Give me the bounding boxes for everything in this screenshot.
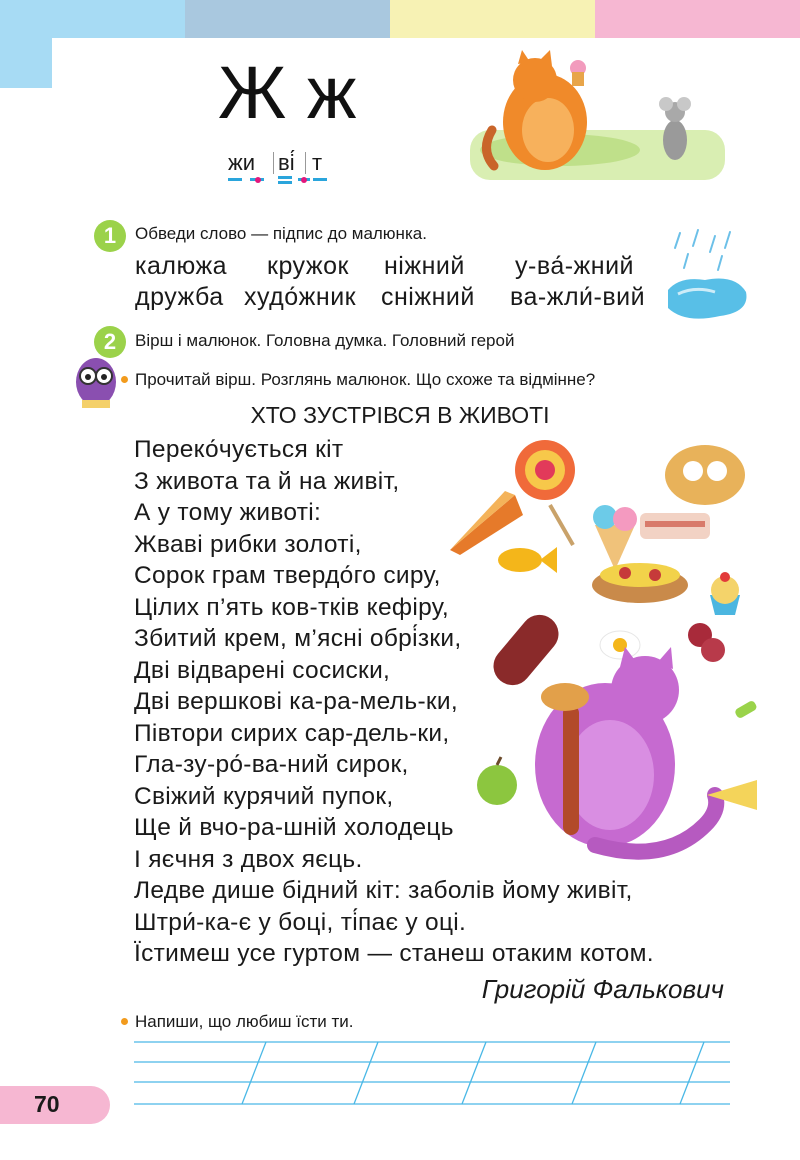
top-bar-yellow — [390, 0, 595, 38]
puddle-illustration — [660, 228, 752, 328]
word-nizhnyi: ніжний — [384, 252, 465, 280]
cookies-icon — [541, 683, 589, 711]
poem-line: Переко́чується кіт — [134, 436, 344, 463]
letter-heading: Ж ж — [218, 51, 357, 134]
word-druzhba: дружба — [135, 283, 224, 311]
salami-slices-icon — [688, 623, 725, 662]
cupcake-icon — [710, 572, 740, 615]
sandwich-icon — [592, 563, 688, 603]
poem-line: Свіжий курячий пупок, — [134, 782, 394, 810]
task1-instruction: Обведи слово — підпис до малюнка. — [135, 224, 427, 243]
poem-line: Збитий крем, м’ясні обрі́зки, — [134, 625, 462, 652]
syllable-2: ві́ — [278, 150, 295, 175]
poem-line: Штри́-ка-є у боці, ті́пає у оці. — [134, 908, 467, 936]
poem-line: З живота та й на живіт, — [134, 467, 400, 495]
poem-title: ХТО ЗУСТРІВСЯ В ЖИВОТІ — [250, 402, 550, 428]
poem-line: А у тому животі: — [134, 499, 322, 526]
food-cat-illustration — [445, 435, 765, 870]
writing-lines[interactable] — [134, 1036, 730, 1108]
sound-line — [228, 178, 242, 181]
poem-line: Ледве дише бідний кіт: заболів йому живіт, — [134, 877, 633, 904]
word-kruzhok: кружок — [267, 252, 349, 280]
task2-prompt: Прочитай вірш. Розглянь малюнок. Що схоже та відмінне? — [135, 370, 596, 389]
poem-line: Їстимеш усе гуртом — станеш отаким котом. — [134, 940, 654, 967]
vowel-dot — [301, 177, 307, 183]
purple-cat-icon — [535, 647, 716, 852]
sausage-icon — [486, 607, 567, 693]
poem-line: І яєчня з двох яєць. — [134, 845, 363, 873]
word-kaliuzha: калюжа — [135, 252, 228, 280]
word-snizhnyi: сніжний — [381, 283, 475, 311]
top-bar-pink — [595, 0, 800, 38]
top-bar-steel — [185, 0, 390, 38]
ice-cream-icon — [593, 505, 637, 570]
syllable-divider — [273, 152, 274, 174]
syllable-1: жи — [228, 150, 256, 175]
poem-line: Сорок грам твердо́го сиру, — [134, 562, 441, 589]
task2-instruction: Вірш і малюнок. Головна думка. Головний герой — [135, 331, 515, 350]
word-khudozhnyk: худо́жник — [244, 283, 357, 311]
poem-line: Дві вершкові ка-ра-мель-ки, — [134, 688, 459, 715]
page-number: 70 — [34, 1091, 60, 1117]
bacon-icon — [640, 513, 710, 539]
bullet-dot — [121, 376, 128, 383]
sound-line — [278, 176, 292, 179]
sound-line — [278, 181, 292, 184]
poem-line: Півтори сирих сар-дель-ки, — [134, 719, 450, 747]
corner-tab — [0, 0, 52, 88]
task-number-badge: 1 — [94, 220, 126, 252]
apple-icon — [477, 757, 517, 805]
sound-line — [313, 178, 327, 181]
task3-prompt: Напиши, що любиш їсти ти. — [135, 1012, 354, 1031]
syllable-3: т — [312, 150, 323, 175]
eggs-icon — [600, 631, 640, 659]
word-vazhlyvyi: ва-жли́-вий — [510, 283, 646, 311]
bullet-dot — [121, 1018, 128, 1025]
word-uvazhnyi: у-ва́-жний — [515, 252, 635, 280]
syllable-divider — [305, 152, 306, 174]
candy-icon — [734, 700, 758, 720]
pretzel-icon — [665, 445, 745, 505]
poem-line: Жваві рибки золоті, — [134, 530, 362, 558]
pie-slice-icon — [450, 491, 523, 555]
poem-line: Гла-зу-ро́-ва-ний сирок, — [134, 751, 409, 778]
poem-line: Цілих п’ять ков-тків кефіру, — [134, 593, 449, 621]
vowel-dot — [255, 177, 261, 183]
lollipop-icon — [515, 440, 575, 545]
goldfish-icon — [498, 547, 557, 573]
poem-line: Ще й вчо-ра-шній холодець — [134, 814, 454, 841]
poem-line: Дві відварені сосиски, — [134, 656, 391, 684]
poem-author: Григорій Фалькович — [481, 974, 724, 1004]
task-number-badge: 2 — [94, 326, 126, 358]
cat-mouse-illustration — [470, 50, 725, 180]
